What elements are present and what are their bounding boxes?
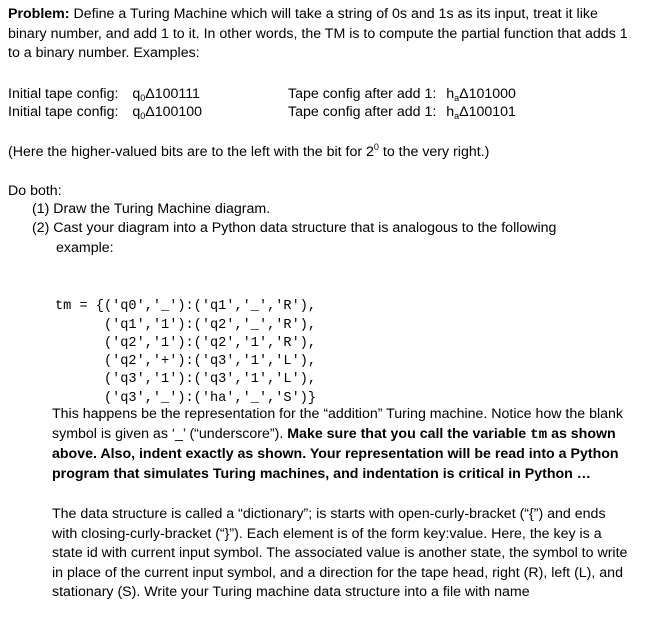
initial-config: $q_0\Delta 100111$ bbox=[132, 86, 200, 103]
code-line: ('q2','+'):('q3','1','L'), bbox=[55, 354, 317, 370]
task-1: (1) Draw the Turing Machine diagram. bbox=[32, 201, 271, 217]
code-line: ('q3','1'):('q3','1','L'), bbox=[55, 372, 317, 388]
example-row-1 bbox=[8, 86, 200, 102]
code-line: ('q1','1'):('q2','_','R'), bbox=[55, 317, 317, 333]
after-label: Tape config after add 1: bbox=[288, 104, 437, 120]
problem-statement bbox=[8, 5, 633, 64]
task-2: (2) Cast your diagram into a Python data structure that is analogous to the following example: bbox=[32, 220, 557, 256]
after-config: $h_a\Delta 101000$ bbox=[446, 86, 516, 103]
code-line: ('q3','_'):('ha','_','S')} bbox=[55, 390, 317, 406]
after-config: $h_a\Delta 100101$ bbox=[446, 104, 516, 121]
code-line: tm = {('q0','_'):('q1','_','R'), bbox=[55, 299, 317, 315]
problem-text: Define a Turing Machine which will take a string of 0s and 1s as its input, treat it like binary number, and add 1 to it. In other words, the TM is to compute the partial function that adds 1 to a binary number. Examples: bbox=[8, 6, 628, 61]
problem-label: Problem: bbox=[8, 6, 70, 22]
initial-label: Initial tape config: bbox=[8, 86, 119, 102]
representation-paragraph: This happens be the representation for the “addition” Turing machine. Notice how the blank symbol is given as ‘_’ (“underscore”). Make sure that you call the variable tm as shown above. Also, indent exactly as shown. Your representation will be read into a Python program that simulates Turing machines, and indentation is critical in Python … bbox=[52, 406, 623, 482]
example-row-2 bbox=[8, 104, 202, 120]
after-label: Tape config after add 1: bbox=[288, 86, 437, 102]
dictionary-paragraph: The data structure is called a “dictionary”; is starts with open-curly-bracket (“{”) and ends with closing-curly-bracket (“}”). Each element is of the form key:value. Here, the key is a state id with current input symbol. The associated value is another state, the symbol to write in place of the current input symbol, and a direction for the tape head, right (R), left (L), and stationary (S). Write your Turing machine data structure into a file with name bbox=[52, 506, 628, 600]
do-both-heading: Do both: bbox=[8, 183, 62, 199]
example-row-1-after bbox=[288, 86, 516, 102]
bit-order-note: (Here the higher-valued bits are to the left with the bit for $2^0$ to the very right.) bbox=[8, 142, 490, 160]
example-row-2-after bbox=[288, 104, 516, 120]
initial-label: Initial tape config: bbox=[8, 104, 119, 120]
code-line: ('q2','1'):('q2','1','R'), bbox=[55, 335, 317, 351]
initial-config: $q_0\Delta 100100$ bbox=[132, 104, 203, 121]
